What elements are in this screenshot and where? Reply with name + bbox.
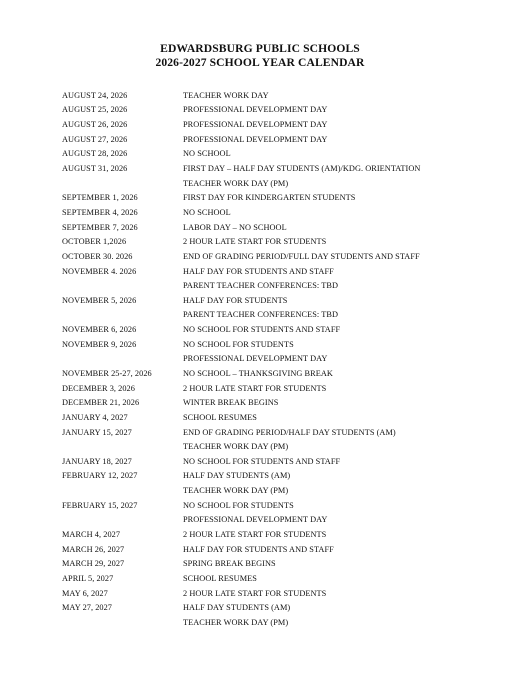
- calendar-row: [62, 234, 502, 249]
- calendar-event: 2 HOUR LATE START FOR STUDENTS: [183, 383, 327, 393]
- calendar-event: SCHOOL RESUMES: [183, 573, 257, 583]
- calendar-event: END OF GRADING PERIOD/FULL DAY STUDENTS AND STAFF: [183, 251, 420, 261]
- calendar-row: [62, 439, 502, 454]
- calendar-event: 2 HOUR LATE START FOR STUDENTS: [183, 588, 327, 598]
- calendar-row: [62, 190, 502, 205]
- calendar-event: TEACHER WORK DAY: [183, 90, 269, 100]
- calendar-date: MARCH 4, 2027: [62, 530, 121, 540]
- calendar-row: [62, 425, 502, 440]
- calendar-date: FEBRUARY 15, 2027: [62, 500, 138, 510]
- calendar-event: FIRST DAY – HALF DAY STUDENTS (AM)/KDG. ORIENTATION: [183, 164, 421, 174]
- calendar-event: HALF DAY STUDENTS (AM): [183, 471, 291, 481]
- calendar-event: WINTER BREAK BEGINS: [183, 398, 279, 408]
- calendar-date: JANUARY 4, 2027: [62, 412, 128, 422]
- calendar-row: [62, 147, 502, 162]
- calendar-row: [62, 337, 502, 352]
- calendar-row: [62, 615, 502, 630]
- calendar-row: [62, 600, 502, 615]
- calendar-date: DECEMBER 21, 2026: [62, 398, 140, 408]
- calendar-event: PROFESSIONAL DEVELOPMENT DAY: [183, 134, 328, 144]
- calendar-row: [62, 513, 502, 528]
- calendar-row: [62, 527, 502, 542]
- calendar-date: MARCH 29, 2027: [62, 559, 125, 569]
- calendar-date: NOVEMBER 25-27, 2026: [62, 368, 152, 378]
- calendar-date: FEBRUARY 12, 2027: [62, 471, 138, 481]
- calendar-date: AUGUST 25, 2026: [62, 105, 128, 115]
- document-header: [0, 42, 520, 70]
- calendar-date: OCTOBER 30. 2026: [62, 251, 133, 261]
- calendar-event: SPRING BREAK BEGINS: [183, 559, 276, 569]
- calendar-row: [62, 176, 502, 191]
- calendar-event: NO SCHOOL – THANKSGIVING BREAK: [183, 368, 333, 378]
- calendar-row: [62, 542, 502, 557]
- calendar-row: [62, 293, 502, 308]
- calendar-event: TEACHER WORK DAY (PM): [183, 442, 289, 452]
- calendar-date: AUGUST 24, 2026: [62, 90, 128, 100]
- calendar-date: MAY 27, 2027: [62, 603, 113, 613]
- calendar-row: [62, 322, 502, 337]
- calendar-event: NO SCHOOL FOR STUDENTS: [183, 339, 294, 349]
- calendar-date: SEPTEMBER 4, 2026: [62, 207, 138, 217]
- calendar-row: [62, 498, 502, 513]
- calendar-row: [62, 352, 502, 367]
- calendar-event: NO SCHOOL FOR STUDENTS AND STAFF: [183, 325, 341, 335]
- calendar-date: DECEMBER 3, 2026: [62, 383, 135, 393]
- calendar-date: MAY 6, 2027: [62, 588, 108, 598]
- calendar-event: PROFESSIONAL DEVELOPMENT DAY: [183, 354, 328, 364]
- calendar-date: APRIL 5, 2027: [62, 573, 114, 583]
- calendar-row: [62, 469, 502, 484]
- calendar-row: [62, 366, 502, 381]
- calendar-date: OCTOBER 1,2026: [62, 237, 127, 247]
- calendar-row: [62, 278, 502, 293]
- calendar-row: [62, 264, 502, 279]
- calendar-row: [62, 308, 502, 323]
- page-subtitle: 2026-2027 SCHOOL YEAR CALENDAR: [155, 56, 365, 69]
- calendar-row: [62, 249, 502, 264]
- calendar-event: FIRST DAY FOR KINDERGARTEN STUDENTS: [183, 193, 356, 203]
- calendar-event: PROFESSIONAL DEVELOPMENT DAY: [183, 105, 328, 115]
- calendar-date: AUGUST 26, 2026: [62, 120, 128, 130]
- calendar-row: [62, 205, 502, 220]
- calendar-event: PARENT TEACHER CONFERENCES: TBD: [183, 310, 338, 320]
- calendar-event: NO SCHOOL FOR STUDENTS: [183, 500, 294, 510]
- calendar-row: [62, 132, 502, 147]
- calendar-event: NO SCHOOL FOR STUDENTS AND STAFF: [183, 456, 341, 466]
- calendar-row: [62, 395, 502, 410]
- calendar-event: HALF DAY FOR STUDENTS AND STAFF: [183, 266, 334, 276]
- calendar-list: [62, 88, 502, 630]
- calendar-event: TEACHER WORK DAY (PM): [183, 486, 289, 496]
- calendar-date: NOVEMBER 6, 2026: [62, 325, 137, 335]
- calendar-event: NO SCHOOL: [183, 149, 231, 159]
- calendar-row: [62, 586, 502, 601]
- calendar-event: END OF GRADING PERIOD/HALF DAY STUDENTS (AM): [183, 427, 396, 437]
- calendar-date: NOVEMBER 4. 2026: [62, 266, 137, 276]
- calendar-row: [62, 571, 502, 586]
- calendar-date: MARCH 26, 2027: [62, 544, 125, 554]
- calendar-date: NOVEMBER 5, 2026: [62, 295, 137, 305]
- calendar-date: AUGUST 27, 2026: [62, 134, 128, 144]
- calendar-event: PROFESSIONAL DEVELOPMENT DAY: [183, 515, 328, 525]
- calendar-row: [62, 410, 502, 425]
- calendar-event: TEACHER WORK DAY (PM): [183, 617, 289, 627]
- calendar-date: NOVEMBER 9, 2026: [62, 339, 137, 349]
- calendar-row: [62, 220, 502, 235]
- calendar-row: [62, 88, 502, 103]
- calendar-date: JANUARY 15, 2027: [62, 427, 132, 437]
- calendar-date: SEPTEMBER 7, 2026: [62, 222, 138, 232]
- calendar-row: [62, 483, 502, 498]
- calendar-event: PROFESSIONAL DEVELOPMENT DAY: [183, 120, 328, 130]
- calendar-event: HALF DAY STUDENTS (AM): [183, 603, 291, 613]
- calendar-event: HALF DAY FOR STUDENTS: [183, 295, 288, 305]
- calendar-event: NO SCHOOL: [183, 207, 231, 217]
- calendar-row: [62, 454, 502, 469]
- calendar-row: [62, 381, 502, 396]
- calendar-date: JANUARY 18, 2027: [62, 456, 132, 466]
- calendar-row: [62, 103, 502, 118]
- calendar-event: 2 HOUR LATE START FOR STUDENTS: [183, 530, 327, 540]
- calendar-event: 2 HOUR LATE START FOR STUDENTS: [183, 237, 327, 247]
- calendar-date: AUGUST 31, 2026: [62, 164, 128, 174]
- calendar-event: SCHOOL RESUMES: [183, 412, 257, 422]
- calendar-event: TEACHER WORK DAY (PM): [183, 178, 289, 188]
- calendar-row: [62, 161, 502, 176]
- calendar-row: [62, 557, 502, 572]
- calendar-date: SEPTEMBER 1, 2026: [62, 193, 138, 203]
- calendar-row: [62, 117, 502, 132]
- calendar-event: LABOR DAY – NO SCHOOL: [183, 222, 287, 232]
- calendar-date: AUGUST 28, 2026: [62, 149, 128, 159]
- calendar-event: HALF DAY FOR STUDENTS AND STAFF: [183, 544, 334, 554]
- page-title: EDWARDSBURG PUBLIC SCHOOLS: [160, 42, 360, 55]
- calendar-event: PARENT TEACHER CONFERENCES: TBD: [183, 281, 338, 291]
